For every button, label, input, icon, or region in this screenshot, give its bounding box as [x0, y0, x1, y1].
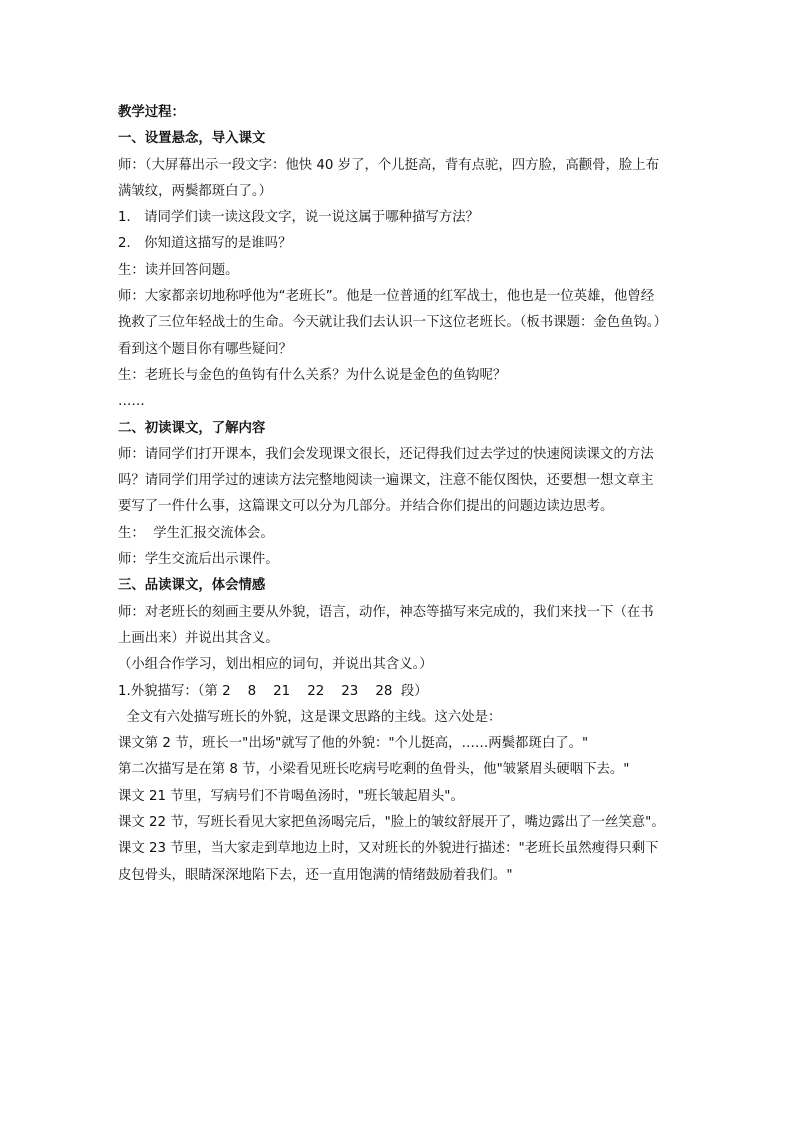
paragraph-line: 课文 23 节里，当大家走到草地边上时，又对班长的外貌进行描述："老班长虽然瘦得只剩下	[118, 841, 659, 857]
document-body	[118, 100, 683, 889]
section-label-teaching-process: 教学过程：	[118, 105, 185, 120]
paragraph-line: 生：老班长与金色的鱼钩有什么关系？为什么说是金色的鱼钩呢？	[118, 367, 507, 383]
paragraph-line: 生： 学生汇报交流体会。	[118, 525, 274, 541]
question-item-2: 2． 你知道这描写的是谁吗？	[118, 236, 292, 252]
paragraph-line: 挽救了三位年轻战士的生命。今天就让我们去认识一下这位老班长。（板书课题：金色鱼钩。）	[118, 315, 668, 331]
paragraph-line: 课文 22 节，写班长看见大家把鱼汤喝完后，"脸上的皱纹舒展开了，嘴边露出了一丝笑意"。	[118, 815, 665, 831]
section-heading-1: 一、设置悬念，导入课文	[118, 131, 266, 147]
paragraph-line: 吗？请同学们用学过的速读方法完整地阅读一遍课文，注意不能仅图快，还要想一想文章主	[118, 473, 654, 489]
subsection-heading-appearance: 1.外貌描写：（第 2 8 21 22 23 28 段）	[118, 683, 428, 699]
paragraph-line: 课文第 2 节，班长一"出场"就写了他的外貌："个儿挺高，……两鬓都斑白了。"	[118, 736, 589, 752]
paragraph-line: 看到这个题目你有哪些疑问？	[118, 341, 293, 357]
paragraph-line: 第二次描写是在第 8 节，小梁看见班长吃病号吃剩的鱼骨头，他"皱紧眉头硬咽下去。"	[118, 762, 630, 778]
section-heading-2: 二、初读课文，了解内容	[118, 420, 266, 436]
paragraph-line: 满皱纹，两鬓都斑白了。）	[118, 183, 272, 199]
paragraph-line: 师：大家都亲切地称呼他为“老班长”。他是一位普通的红军战士，他也是一位英雄，他曾经	[118, 289, 655, 305]
paragraph-line: 课文 21 节里，写病号们不肯喝鱼汤时，"班长皱起眉头"。	[118, 788, 464, 804]
question-item-1: 1． 请同学们读一读这段文字，说一说这属于哪种描写方法？	[118, 210, 479, 226]
paragraph-line: 师：请同学们打开课本，我们会发现课文很长，还记得我们过去学过的快速阅读课文的方法	[118, 446, 654, 462]
paragraph-line: （小组合作学习，划出相应的词句，并说出其含义。）	[118, 657, 433, 673]
section-heading-3: 三、品读课文，体会情感	[118, 578, 266, 594]
paragraph-line: 全文有六处描写班长的外貌，这是课文思路的主线。这六处是：	[118, 709, 502, 725]
paragraph-line: 师：对老班长的刻画主要从外貌，语言，动作，神态等描写来完成的，我们来找一下（在书	[118, 604, 654, 620]
paragraph-line: 生：读并回答问题。	[118, 262, 239, 278]
paragraph-line: 上画出来）并说出其含义。	[118, 630, 279, 646]
paragraph-line: 要写了一件什么事，这篇课文可以分为几部分。并结合你们提出的问题边读边思考。	[118, 499, 614, 515]
paragraph-line: 师：（大屏幕出示一段文字：他快 40 岁了，个儿挺高，背有点驼，四方脸，高颧骨，脸上布	[118, 157, 660, 173]
paragraph-line: 皮包骨头，眼睛深深地陷下去，还一直用饱满的情绪鼓励着我们。"	[118, 867, 513, 883]
ellipsis-line: ……	[118, 394, 145, 410]
paragraph-line: 师：学生交流后出示课件。	[118, 552, 279, 568]
